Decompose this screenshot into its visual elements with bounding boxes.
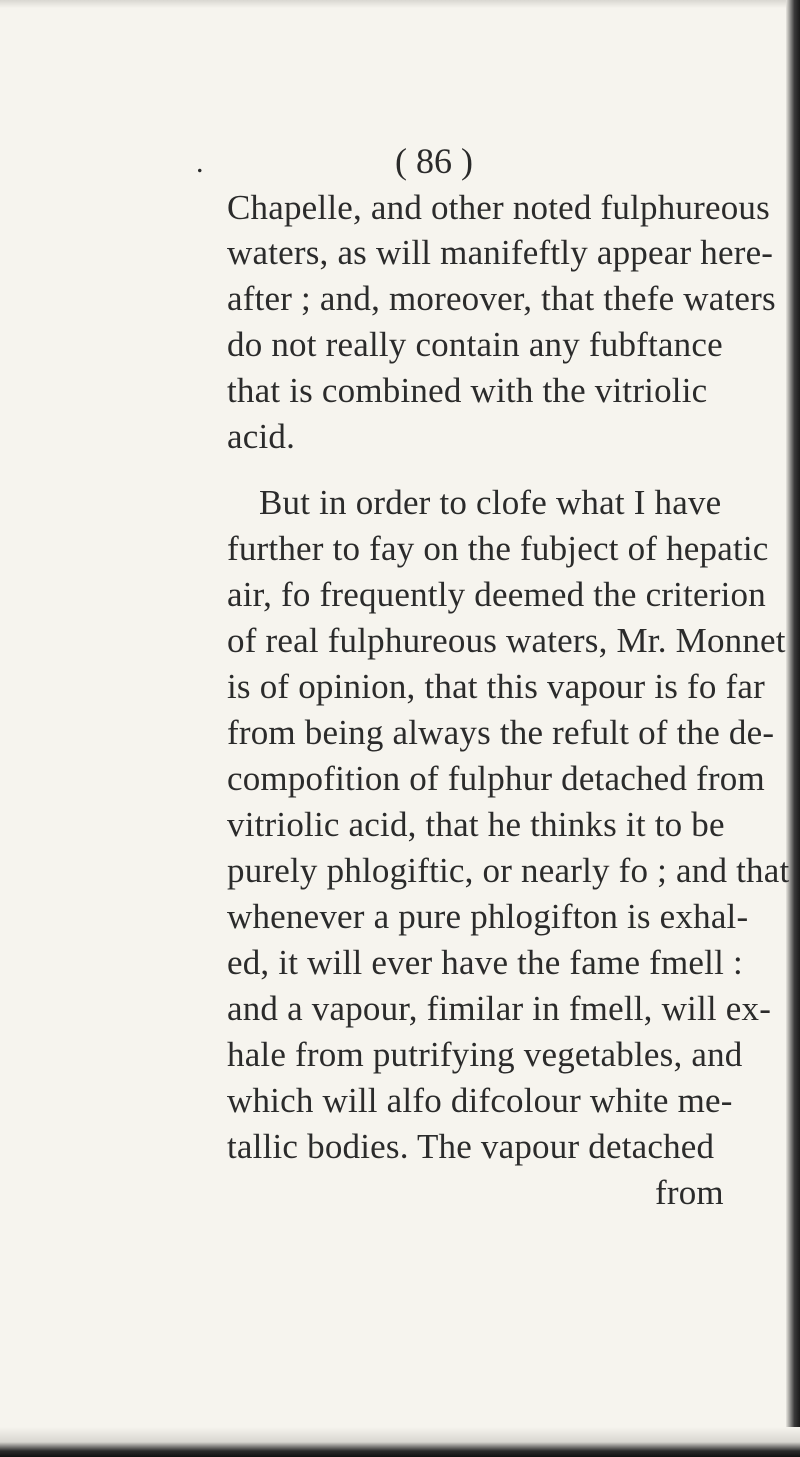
page-number: ( 86 ) [395, 141, 473, 181]
text-line: Chapelle, and other noted fulphureous [227, 188, 770, 227]
text-line: is of opinion, that this vapour is fo far [227, 667, 765, 706]
text-line: ed, it will ever have the fame fmell : [227, 943, 743, 982]
text-line: of real fulphureous waters, Mr. Monnet [227, 621, 786, 660]
text-line: But in order to clofe what I have [259, 483, 722, 522]
page-bottom-edge [0, 1427, 800, 1457]
text-line: purely phlogiftic, or nearly fo ; and that [227, 851, 790, 890]
text-line: vitriolic acid, that he thinks it to be [227, 805, 725, 844]
text-line: tallic bodies. The vapour detached [227, 1127, 715, 1166]
page-top-edge [0, 0, 800, 8]
text-line: after ; and, moreover, that thefe waters [227, 279, 776, 318]
text-line: which will alfo difcolour white me- [227, 1081, 733, 1120]
text-line: that is combined with the vitriolic [227, 371, 708, 410]
text-line: compofition of fulphur detached from [227, 759, 765, 798]
page-binding-edge [786, 0, 800, 1457]
text-line: from being always the refult of the de- [227, 713, 775, 752]
text-line: do not really contain any fubftance [227, 325, 723, 364]
text-line: hale from putrifying vegetables, and [227, 1035, 743, 1074]
header-marker: . [196, 146, 204, 179]
text-line: waters, as will manifeftly appear here- [227, 233, 774, 272]
text-line: further to fay on the fubject of hepatic [227, 529, 769, 568]
text-line: acid. [227, 417, 296, 456]
text-line: and a vapour, fimilar in fmell, will ex- [227, 989, 772, 1028]
text-line: air, fo frequently deemed the criterion [227, 575, 766, 614]
page-header [0, 138, 800, 188]
text-line: whenever a pure phlogifton is exhal- [227, 897, 749, 936]
catchword: from [655, 1173, 724, 1212]
